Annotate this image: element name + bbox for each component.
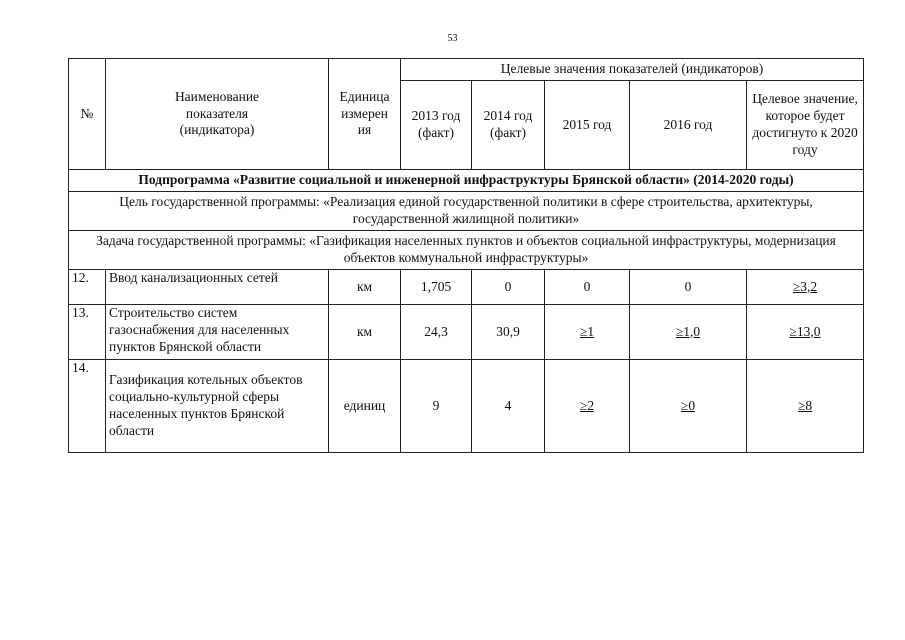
- header-2013: [401, 81, 472, 170]
- header-2020: Целевое значение, которое будет достигнуто к 2020 году: [747, 81, 864, 170]
- goal-row: [69, 192, 864, 231]
- row-num: 13.: [69, 305, 106, 360]
- table-row: [69, 305, 864, 360]
- header-num: №: [69, 59, 106, 170]
- table-row: [69, 270, 864, 305]
- row-2013: 1,705: [401, 270, 472, 305]
- row-unit: км: [329, 270, 401, 305]
- subprogram-title: Подпрограмма «Развитие социальной и инженерной инфраструктуры Брянской области» (2014-2020 годы): [69, 170, 864, 192]
- header-2016: 2016 год: [630, 81, 747, 170]
- row-2014: 0: [472, 270, 545, 305]
- header-unit-text: Единица измерен ия: [339, 88, 390, 138]
- row-2020: ≥8: [747, 360, 864, 453]
- header-2014-text: 2014 год (факт): [483, 108, 533, 140]
- task-row: [69, 231, 864, 270]
- row-2014: 4: [472, 360, 545, 453]
- row-2015: ≥1: [545, 305, 630, 360]
- row-2013: 24,3: [401, 305, 472, 360]
- header-row-top: [69, 59, 864, 81]
- row-2015: ≥2: [545, 360, 630, 453]
- indicators-table: [68, 58, 864, 453]
- header-name-text: Наименование показателя (индикатора): [174, 88, 260, 138]
- row-name: Ввод канализационных сетей: [106, 270, 329, 305]
- row-2020: ≥13,0: [747, 305, 864, 360]
- row-2014: 30,9: [472, 305, 545, 360]
- row-num: 12.: [69, 270, 106, 305]
- header-2014: [472, 81, 545, 170]
- row-2020: ≥3,2: [747, 270, 864, 305]
- row-unit: км: [329, 305, 401, 360]
- row-num: 14.: [69, 360, 106, 453]
- row-2013: 9: [401, 360, 472, 453]
- task-text: Задача государственной программы: «Газификация населенных пунктов и объектов социальной инфраструктуры, модернизация объектов коммунальной инфраструктуры»: [69, 231, 864, 270]
- header-2013-text: 2013 год (факт): [411, 108, 461, 140]
- table-row: [69, 360, 864, 453]
- subprogram-row: [69, 170, 864, 192]
- row-2015: 0: [545, 270, 630, 305]
- header-name: [106, 59, 329, 170]
- row-2016: ≥1,0: [630, 305, 747, 360]
- header-target-group: Целевые значения показателей (индикаторов): [401, 59, 864, 81]
- row-2016: 0: [630, 270, 747, 305]
- header-2015: 2015 год: [545, 81, 630, 170]
- goal-text: Цель государственной программы: «Реализация единой государственной политики в сфере строительства, архитектуры, государственной жилищной политики»: [69, 192, 864, 231]
- page-number: 53: [447, 33, 458, 44]
- row-name: Газификация котельных объектов социально-культурной сферы населенных пунктов Брянской области: [106, 360, 329, 453]
- row-2016: ≥0: [630, 360, 747, 453]
- row-name: Строительство систем газоснабжения для населенных пунктов Брянской области: [106, 305, 329, 360]
- header-unit: [329, 59, 401, 170]
- row-unit: единиц: [329, 360, 401, 453]
